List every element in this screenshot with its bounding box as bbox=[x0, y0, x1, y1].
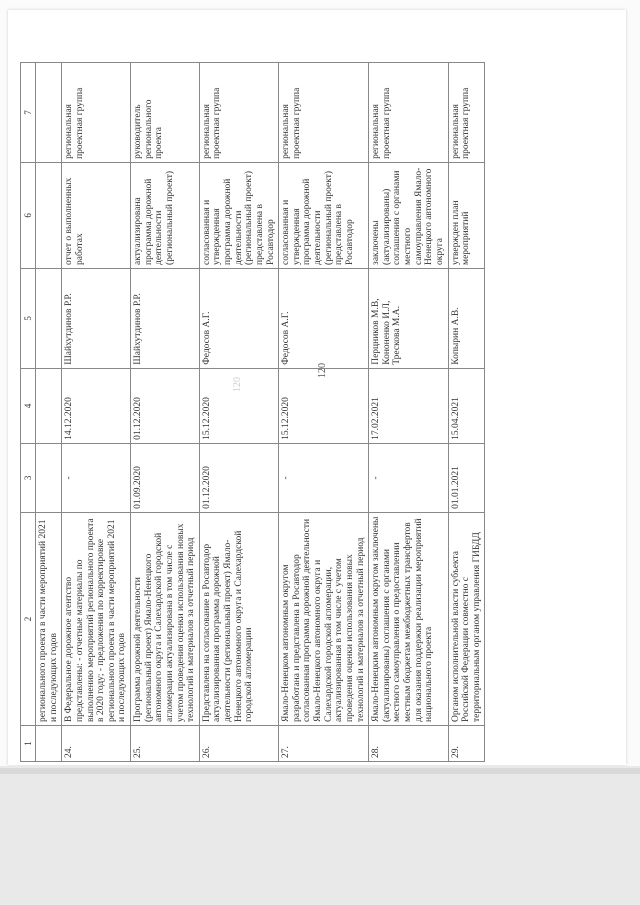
cell-level: региональная проектная группа bbox=[448, 63, 485, 163]
cell-result: согласованная и утвержденная программа дорожной деятельности (региональный проект) представлена в Росавтодор bbox=[199, 162, 278, 268]
cell-responsible: Шайхутдинов Р.Р. bbox=[131, 268, 200, 368]
cell-start: - bbox=[279, 443, 369, 512]
cell-level: региональная проектная группа bbox=[199, 63, 278, 163]
cell-level: региональная проектная группа bbox=[62, 63, 131, 163]
cell-description: Ямало-Ненецким автономным округом заключены (актуализированы) соглашения с органами местного самоуправления о предоставлении местным бюджетам межбюджетных трансфертов для оказания поддержки реализации мероприятий национального проекта bbox=[369, 512, 448, 725]
cell-level bbox=[36, 63, 62, 163]
header-cell: 1 bbox=[21, 725, 36, 761]
cell-end: 01.12.2020 bbox=[131, 368, 200, 443]
cell-end bbox=[36, 368, 62, 443]
header-cell: 7 bbox=[21, 63, 36, 163]
cell-level: региональная проектная группа bbox=[369, 63, 448, 163]
header-cell: 6 bbox=[21, 162, 36, 268]
table-row bbox=[279, 63, 369, 762]
cell-level: руководитель регионального проекта bbox=[131, 63, 200, 163]
cell-result: утвержден план мероприятий bbox=[448, 162, 485, 268]
cell-responsible: Копырин А.В. bbox=[448, 268, 485, 368]
cell-result: актуализирована программа дорожной деятельности (региональный проект) bbox=[131, 162, 200, 268]
scanner-bed bbox=[0, 766, 640, 905]
cell-start bbox=[36, 443, 62, 512]
table-header-row bbox=[21, 63, 36, 762]
cell-end: 17.02.2021 bbox=[369, 368, 448, 443]
table-row bbox=[36, 63, 62, 762]
cell-description: Представлена на согласование в Росавтодор актуализированная программа дорожной деятельности (региональный проект) Ямало-Ненецкого автономного округа и Салехардской городской агломерации bbox=[199, 512, 278, 725]
cell-responsible: Федосов А.Г. bbox=[199, 268, 278, 368]
cell-number: 29. bbox=[448, 725, 485, 761]
cell-end: 15.12.2020 bbox=[279, 368, 369, 443]
cell-result: отчет о выполненных работах bbox=[62, 162, 131, 268]
table-row bbox=[62, 63, 131, 762]
table-row bbox=[199, 63, 278, 762]
cell-start: 01.01.2021 bbox=[448, 443, 485, 512]
header-cell: 3 bbox=[21, 443, 36, 512]
plan-table bbox=[20, 62, 485, 762]
cell-responsible: Перцников М.В, Кононенко И.Л, Трескова М.А. bbox=[369, 268, 448, 368]
cell-end: 14.12.2020 bbox=[62, 368, 131, 443]
cell-end: 15.04.2021 bbox=[448, 368, 485, 443]
cell-description: Ямало-Ненецком автономным округом разработана и представлена в Росавтодор согласованная программа дорожной деятельности Ямало-Ненецкого автономного округа и Салехардской городской агломерации, актуализированная в том числе с учетом проведения оценки использования новых технологий и материалов за отчетный период bbox=[279, 512, 369, 725]
table-row bbox=[131, 63, 200, 762]
rotated-page bbox=[20, 23, 618, 778]
cell-start: - bbox=[369, 443, 448, 512]
cell-number: 24. bbox=[62, 725, 131, 761]
header-cell: 4 bbox=[21, 368, 36, 443]
cell-responsible: Шайхутдинов Р.Р. bbox=[62, 268, 131, 368]
cell-level: региональная проектная группа bbox=[279, 63, 369, 163]
cell-responsible: Федосов А.Г. bbox=[279, 268, 369, 368]
cell-description: Органом исполнительной власти субъекта Российской Федерации совместно с территориальным органом управления ГИБДД bbox=[448, 512, 485, 725]
cell-result: заключены (актуализированы) соглашения с органами местного самоуправления Ямало-Ненецкого автономного округа bbox=[369, 162, 448, 268]
header-cell: 2 bbox=[21, 512, 36, 725]
header-cell: 5 bbox=[21, 268, 36, 368]
table-row bbox=[369, 63, 448, 762]
cell-description: Программа дорожной деятельности (региональный проект) Ямало-Ненецкого автономного округа и Салехардской городской агломерации актуализирована в том числе с учетом проведения оценки использования новых технологий и материалов за отчетный период bbox=[131, 512, 200, 725]
table-row bbox=[448, 63, 485, 762]
cell-description: В Федеральное дорожное агентство представлены: - отчетные материалы по выполнению мероприятий регионального проекта в 2020 году; - предложения по корректировке регионального проекта в части мероприятий 2021 и последующих годов bbox=[62, 512, 131, 725]
cell-start: 01.09.2020 bbox=[131, 443, 200, 512]
cell-number: 28. bbox=[369, 725, 448, 761]
cell-result bbox=[36, 162, 62, 268]
cell-responsible bbox=[36, 268, 62, 368]
cell-description: регионального проекта в части мероприятий 2021 и последующих годов bbox=[36, 512, 62, 725]
cell-start: 01.12.2020 bbox=[199, 443, 278, 512]
cell-number bbox=[36, 725, 62, 761]
cell-number: 26. bbox=[199, 725, 278, 761]
cell-start: - bbox=[62, 443, 131, 512]
cell-result: согласованная и утвержденная программа дорожной деятельности (региональный проект) представлена в Росавтодор bbox=[279, 162, 369, 268]
cell-number: 27. bbox=[279, 725, 369, 761]
cell-end: 15.12.2020 bbox=[199, 368, 278, 443]
page-number: 120 bbox=[317, 363, 328, 378]
page-number-ghost: 120 bbox=[232, 377, 243, 392]
cell-number: 25. bbox=[131, 725, 200, 761]
